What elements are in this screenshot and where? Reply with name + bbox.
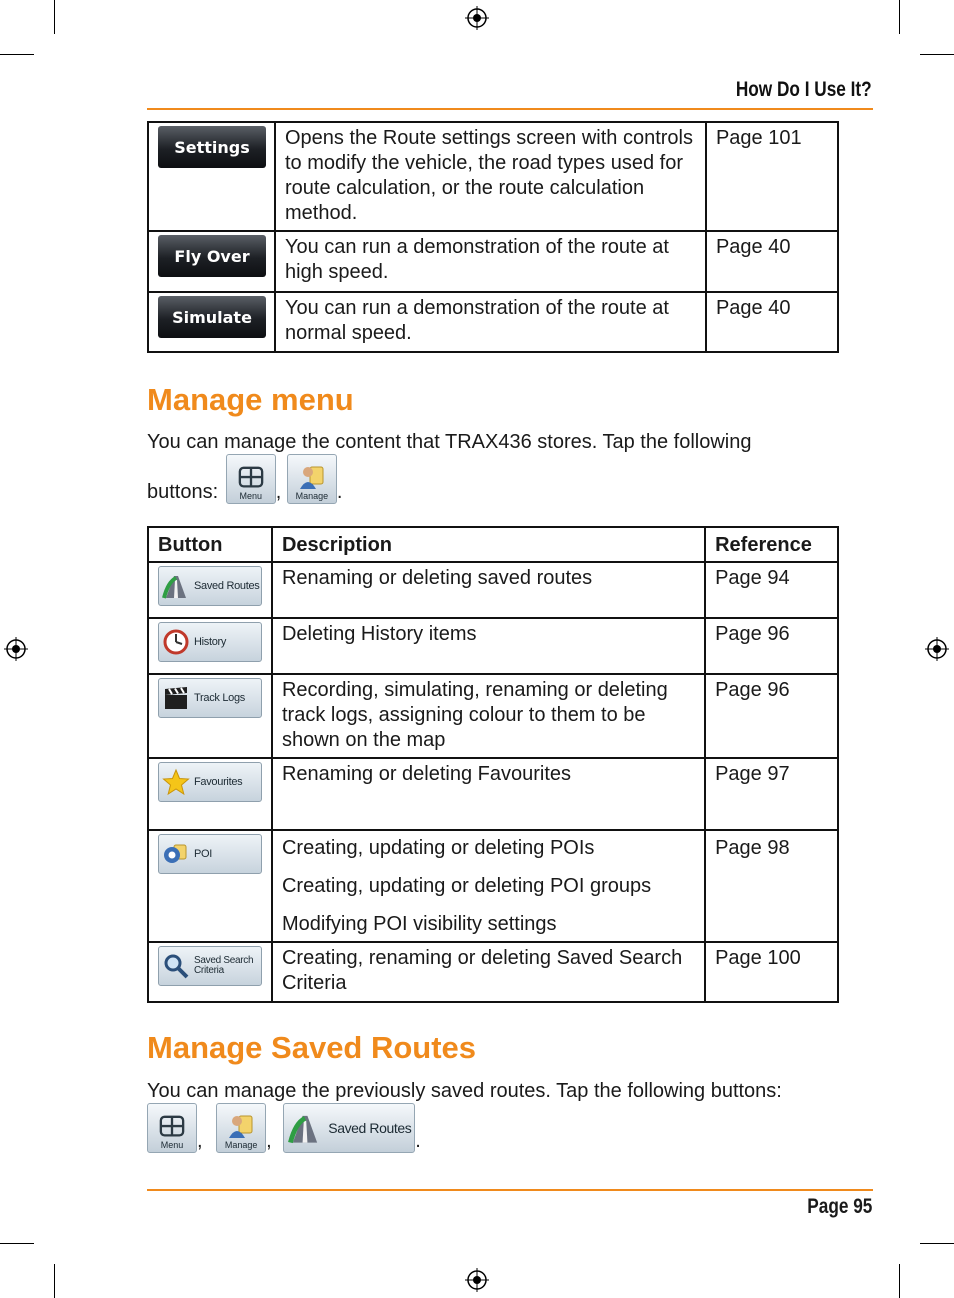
route-commands-table [147, 121, 839, 353]
buttons-label: buttons: [147, 481, 219, 503]
menu-button-label: Menu [239, 491, 262, 501]
crop-mark [920, 54, 954, 55]
manage-button[interactable] [287, 454, 337, 504]
reference-cell: Page 40 [706, 292, 838, 352]
manage-menu-buttons-line [147, 454, 342, 504]
reference-cell: Page 97 [705, 758, 838, 830]
description-cell: Renaming or deleting Favourites [272, 758, 705, 830]
history-button[interactable]: History [158, 622, 262, 662]
description-line: Creating, updating or deleting POIs [281, 837, 595, 859]
crop-mark [0, 54, 34, 55]
manage-saved-routes-buttons-line [147, 1103, 421, 1153]
button-cell [148, 758, 272, 830]
poi-icon [162, 840, 190, 868]
table-header-row [148, 527, 838, 562]
button-cell [148, 942, 272, 1002]
reference-cell: Page 101 [706, 122, 838, 231]
track-logs-button[interactable]: Track Logs [158, 678, 262, 718]
registration-mark-icon [465, 1268, 489, 1292]
description-cell: You can run a demonstration of the route at high speed. [275, 231, 706, 292]
reference-cell: Page 96 [705, 618, 838, 674]
fly-over-button[interactable]: Fly Over [158, 235, 266, 277]
manage-icon [226, 1112, 256, 1140]
crop-mark [0, 1243, 34, 1244]
button-cell [148, 231, 275, 292]
button-cell [148, 292, 275, 352]
description-cell: Renaming or deleting saved routes [272, 562, 705, 618]
clapperboard-icon [162, 684, 190, 712]
saved-search-criteria-button[interactable]: Saved Search Criteria [158, 946, 262, 986]
description-cell: Recording, simulating, renaming or deleting track logs, assigning colour to them to be shown on the map [272, 674, 705, 758]
crop-mark [920, 1243, 954, 1244]
table-row [148, 758, 838, 830]
star-icon [162, 768, 190, 796]
registration-mark-icon [4, 637, 28, 661]
table-row [148, 830, 838, 942]
column-header-description: Description [272, 527, 705, 562]
section-heading-manage-saved-routes: Manage Saved Routes [147, 1030, 477, 1065]
page-number: Page 95 [806, 1195, 872, 1218]
button-cell [148, 674, 272, 758]
separator: , [197, 1130, 203, 1152]
registration-mark-icon [925, 637, 949, 661]
saved-routes-icon [162, 572, 190, 600]
simulate-button[interactable]: Simulate [158, 296, 266, 338]
description-cell: Creating, renaming or deleting Saved Search Criteria [272, 942, 705, 1002]
table-row [148, 674, 838, 758]
table-row [148, 618, 838, 674]
table-row [148, 562, 838, 618]
history-icon [162, 628, 190, 656]
crop-mark [899, 0, 900, 34]
menu-grid-icon [236, 465, 266, 491]
manage-button-label: Manage [224, 1140, 258, 1150]
menu-button[interactable] [226, 454, 276, 504]
reference-cell: Page 40 [706, 231, 838, 292]
favourites-button[interactable]: Favourites [158, 762, 262, 802]
header-rule [147, 108, 873, 110]
menu-button[interactable] [147, 1103, 197, 1153]
button-cell [148, 618, 272, 674]
menu-button-label: Menu [160, 1140, 184, 1150]
manage-icon [297, 463, 327, 491]
saved-routes-button-label: Saved Routes [328, 1120, 412, 1136]
settings-button[interactable]: Settings [158, 126, 266, 168]
footer-rule [147, 1189, 873, 1191]
column-header-button: Button [148, 527, 272, 562]
registration-mark-icon [465, 6, 489, 30]
column-header-reference: Reference [705, 527, 838, 562]
crop-mark [899, 1264, 900, 1298]
reference-cell: Page 96 [705, 674, 838, 758]
description-line: Creating, updating or deleting POI groups [281, 875, 652, 897]
button-cell [148, 562, 272, 618]
saved-routes-button[interactable]: Saved Routes [158, 566, 262, 606]
manage-saved-routes-intro: You can manage the previously saved routes. Tap the following buttons: [147, 1080, 782, 1102]
reference-cell: Page 98 [705, 830, 838, 942]
table-row [148, 231, 838, 292]
table-row [148, 122, 838, 231]
button-cell [148, 122, 275, 231]
saved-routes-icon [288, 1111, 322, 1145]
description-line: Modifying POI visibility settings [281, 913, 557, 935]
description-cell [272, 830, 705, 942]
description-cell: Deleting History items [272, 618, 705, 674]
description-cell: You can run a demonstration of the route at normal speed. [275, 292, 706, 352]
manage-menu-intro: You can manage the content that TRAX436 stores. Tap the following [147, 431, 752, 453]
saved-routes-button[interactable] [283, 1103, 415, 1153]
sentence-end: . [336, 481, 343, 503]
separator: , [275, 481, 282, 503]
menu-grid-icon [157, 1114, 187, 1140]
button-cell [148, 830, 272, 942]
page-header-title: How Do I Use It? [736, 78, 872, 101]
table-row [148, 292, 838, 352]
reference-cell: Page 94 [705, 562, 838, 618]
poi-button[interactable]: POI [158, 834, 262, 874]
sentence-end: . [415, 1130, 421, 1152]
manage-button-label: Manage [295, 491, 329, 501]
table-row [148, 942, 838, 1002]
reference-cell: Page 100 [705, 942, 838, 1002]
manage-button[interactable] [216, 1103, 266, 1153]
manage-menu-table [147, 526, 839, 1003]
crop-mark [54, 0, 55, 34]
search-criteria-icon [162, 952, 190, 980]
description-cell: Opens the Route settings screen with controls to modify the vehicle, the road types used for route calculation, or the route calculation method. [275, 122, 706, 231]
crop-mark [54, 1264, 55, 1298]
separator: , [266, 1130, 272, 1152]
section-heading-manage-menu: Manage menu [147, 382, 354, 417]
